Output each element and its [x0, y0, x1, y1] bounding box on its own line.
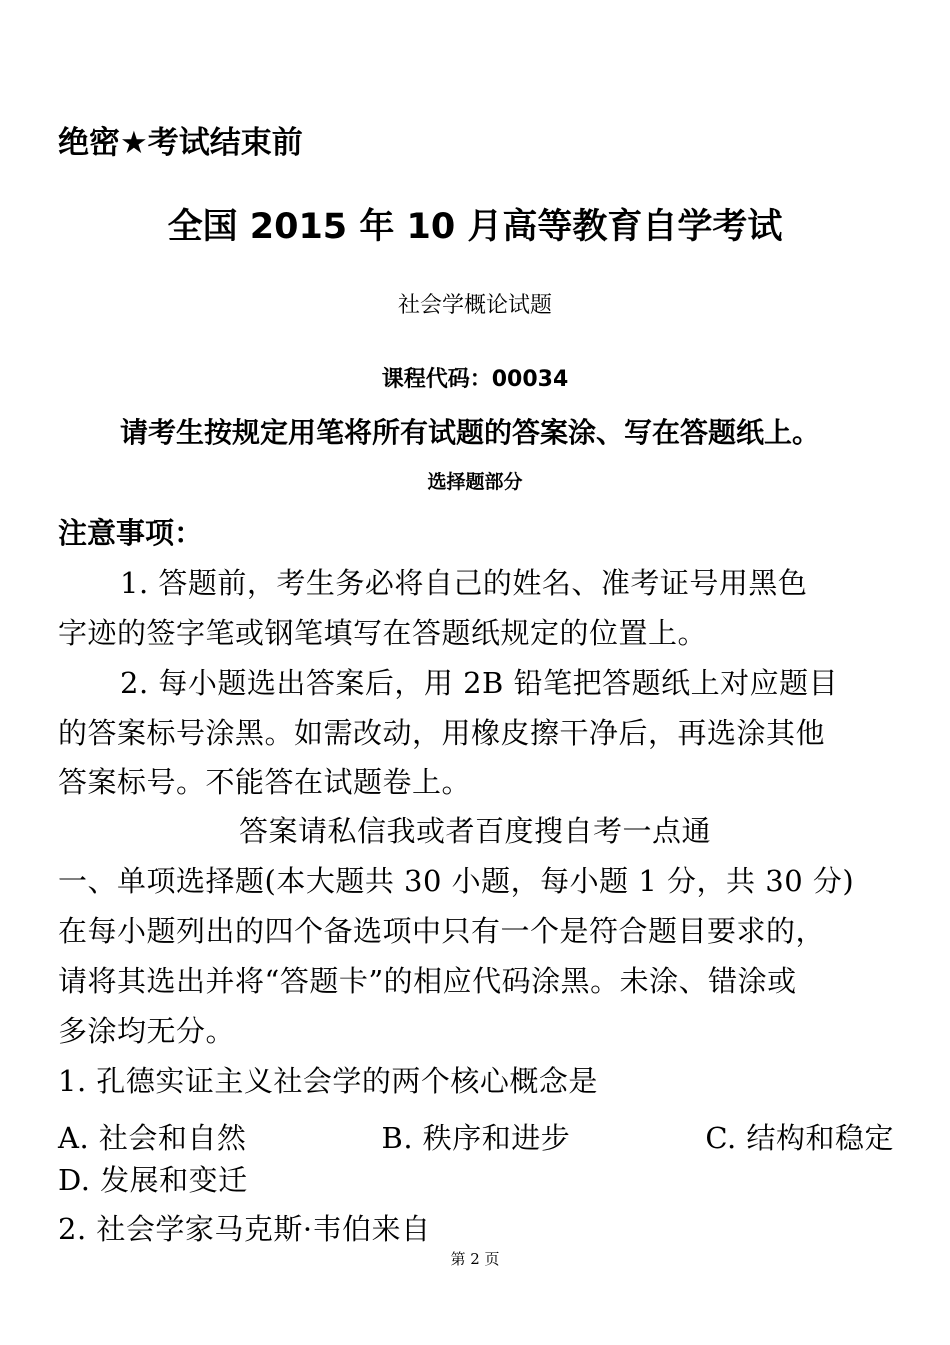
notice-item-2-line-2: 的答案标号涂黑。如需改动，用橡皮擦干净后，再选涂其他: [58, 716, 826, 750]
section-1-desc-line-3: 多涂均无分。: [58, 1014, 236, 1048]
promo-line: 答案请私信我或者百度搜自考一点通: [238, 814, 711, 848]
secret-mark: 绝密★考试结束前: [58, 125, 303, 161]
course-code: 课程代码：00034: [381, 367, 569, 392]
question-1-stem: 1. 孔德实证主义社会学的两个核心概念是: [58, 1064, 598, 1098]
question-1-option-c: C. 结构和稳定: [705, 1121, 894, 1155]
part-title: 选择题部分: [427, 471, 523, 493]
exam-title: 全国 2015 年 10 月高等教育自学考试: [167, 207, 783, 247]
notice-item-1-line-2: 字迹的签字笔或钢笔填写在答题纸规定的位置上。: [58, 616, 708, 650]
section-1-desc-line-2: 请将其选出并将“答题卡”的相应代码涂黑。未涂、错涂或: [58, 964, 797, 998]
notice-item-2-line-3: 答案标号。不能答在试题卷上。: [58, 765, 472, 799]
question-1-option-a: A. 社会和自然: [58, 1121, 247, 1155]
notice-item-1-line-1: 1. 答题前，考生务必将自己的姓名、准考证号用黑色: [120, 566, 808, 600]
subject-title: 社会学概论试题: [397, 293, 552, 318]
question-1-option-d: D. 发展和变迁: [58, 1163, 248, 1197]
answer-instruction: 请考生按规定用笔将所有试题的答案涂、写在答题纸上。: [120, 416, 821, 449]
section-1-desc-line-1: 在每小题列出的四个备选项中只有一个是符合题目要求的，: [58, 914, 826, 948]
question-1-options-row: [58, 1116, 894, 1157]
notice-item-2-line-1: 2. 每小题选出答案后，用 2B 铅笔把答题纸上对应题目: [120, 666, 839, 700]
question-1-option-b: B. 秩序和进步: [381, 1121, 571, 1155]
section-1-title: 一、单项选择题(本大题共 30 小题，每小题 1 分，共 30 分): [58, 864, 855, 898]
page-number: 第 2 页: [450, 1250, 500, 1268]
question-2-stem: 2. 社会学家马克斯·韦伯来自: [58, 1212, 431, 1246]
notice-heading: 注意事项：: [58, 516, 204, 550]
